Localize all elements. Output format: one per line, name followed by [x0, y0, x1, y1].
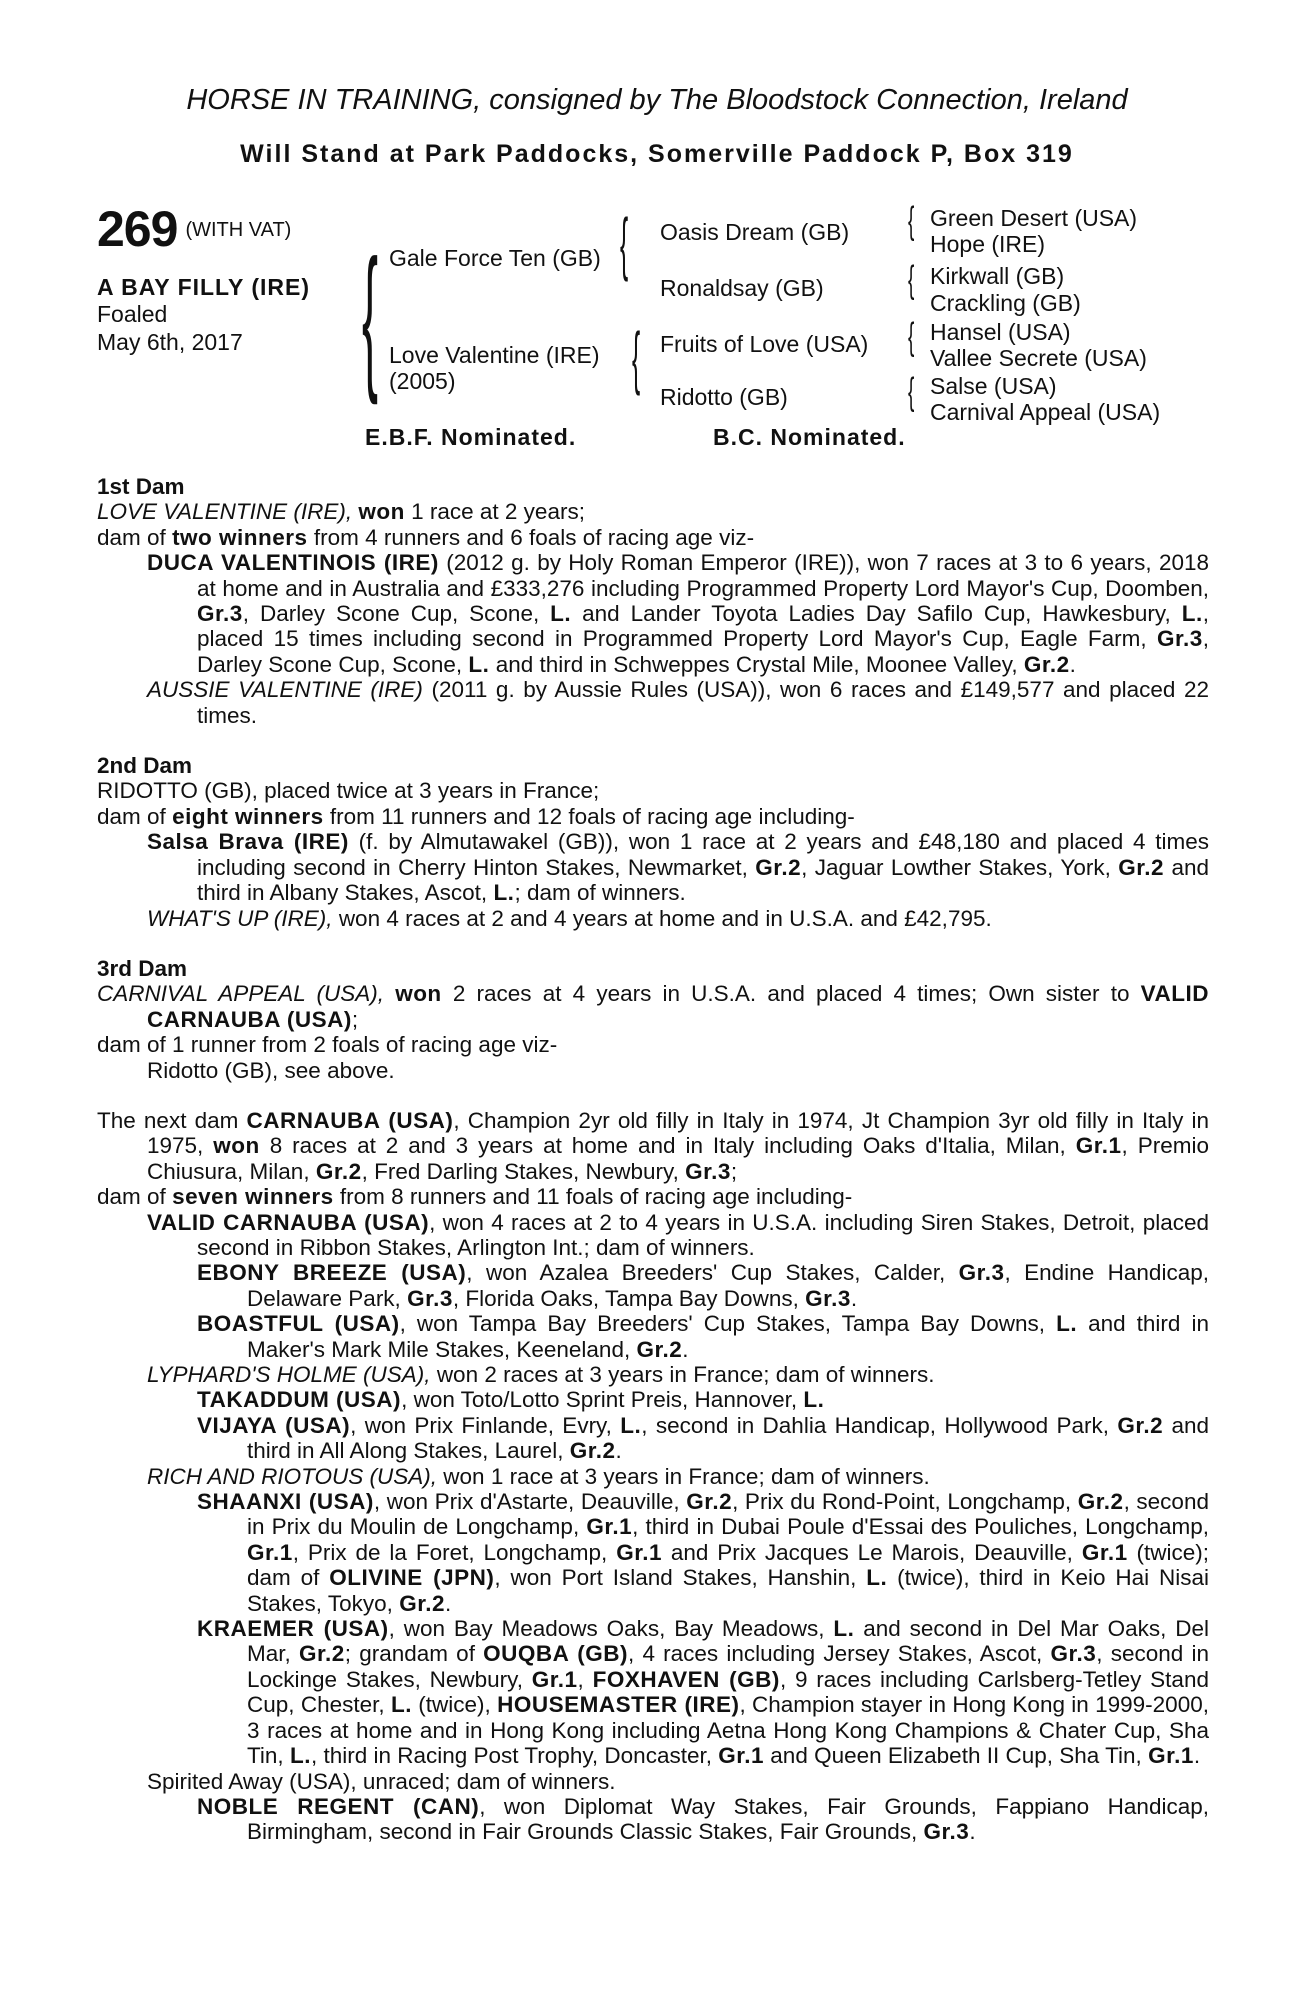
- lot-number-value: 269: [97, 201, 178, 257]
- text: and Lander Toyota Ladies Day Safilo Cup, Hawkesbury,: [582, 601, 1171, 627]
- pedigree-sire-dam: Ronaldsay (GB): [660, 275, 824, 301]
- grade: Gr.2: [399, 1590, 445, 1616]
- grade: Gr.2: [298, 1641, 345, 1667]
- text: and third in All Along Stakes, Laurel,: [247, 1412, 1209, 1464]
- grade: Gr.1: [616, 1539, 662, 1565]
- next-dam-produce: [97, 1184, 1209, 1209]
- pedigree-g7: Salse (USA): [930, 373, 1057, 399]
- won-label: won: [395, 981, 442, 1007]
- pedigree-g5: Hansel (USA): [930, 319, 1071, 345]
- third-dam-intro: [97, 981, 1209, 1032]
- text: , Premio Chiusura, Milan,: [147, 1133, 1209, 1184]
- pedigree-g1: Green Desert (USA): [930, 205, 1138, 231]
- pedigree-brace-g1: {: [908, 200, 915, 242]
- text: , third in Racing Post Trophy, Doncaster,: [310, 1743, 712, 1769]
- grade: Gr.3: [1050, 1641, 1097, 1667]
- produce-ebony-breeze: EBONY BREEZE (USA), won Azalea Breeders' Cup Stakes, Calder, Gr.3, Endine Handicap, Delaware Park, Gr.3, Florida Oaks, Tampa Bay Downs, Gr.3.: [197, 1260, 1209, 1311]
- text: ;: [730, 1158, 738, 1184]
- produce-vijaya: VIJAYA (USA), won Prix Finlande, Evry, L., second in Dahlia Handicap, Hollywood Park, Gr.2 and third in All Along Stakes, Laurel, Gr.2.: [197, 1412, 1209, 1464]
- pedigree-g2: Hope (IRE): [930, 231, 1046, 257]
- horse-name: VALID CARNAUBA (USA): [147, 981, 1209, 1032]
- text: , Darley Scone Cup, Scone,: [197, 626, 1209, 677]
- text: , second in Dahlia Handicap, Hollywood Park,: [641, 1412, 1109, 1438]
- grade: L.: [1181, 601, 1203, 627]
- horse-name: RICH AND RIOTOUS (USA),: [147, 1463, 438, 1489]
- text: , third in Dubai Poule d'Essai des Pouliches, Longchamp,: [632, 1514, 1209, 1540]
- grade: L.: [620, 1412, 642, 1438]
- pedigree-g6: Vallee Secrete (USA): [930, 345, 1147, 371]
- pedigree-dam-year: (2005): [389, 368, 456, 394]
- text: , Champion 2yr old filly in Italy in 1974, Jt Champion 3yr old filly in Italy in 1975,: [147, 1107, 1209, 1159]
- ebf-nominated: E.B.F. Nominated.: [365, 424, 577, 450]
- horse-name: OLIVINE (JPN): [329, 1565, 495, 1591]
- text: , Prix du Rond-Point, Longchamp,: [732, 1489, 1072, 1515]
- grade: Gr.2: [686, 1489, 733, 1515]
- text: (2011 g. by Aussie Rules (USA)), won 6 races and £149,577 and placed 22 times.: [197, 677, 1209, 728]
- produce-salsa-brava: [97, 829, 1209, 905]
- grade: Gr.1: [1148, 1743, 1194, 1769]
- pedigree-dam-dam: Ridotto (GB): [660, 384, 788, 410]
- text: dam of: [97, 524, 166, 550]
- text: dam of: [97, 1184, 166, 1210]
- horse-name: SHAANXI (USA): [197, 1489, 374, 1515]
- grade: Gr.1: [247, 1539, 293, 1565]
- horse-name: Salsa Brava (IRE): [147, 829, 349, 855]
- grade: Gr.2: [636, 1336, 683, 1362]
- text: from 4 runners and 6 foals of racing age viz-: [313, 524, 755, 550]
- grade: Gr.2: [1117, 1412, 1164, 1438]
- text: from 11 runners and 12 foals of racing age including-: [329, 803, 855, 829]
- grade: Gr.3: [958, 1260, 1005, 1286]
- horse-name: CARNAUBA (USA): [246, 1107, 454, 1133]
- won-label: won: [213, 1133, 260, 1159]
- text: .: [1069, 651, 1076, 677]
- grade: Gr.2: [569, 1438, 616, 1464]
- text: , won Prix d'Astarte, Deauville,: [373, 1489, 680, 1515]
- grade: Gr.1: [1081, 1539, 1128, 1565]
- first-dam-produce: [97, 525, 1209, 550]
- text: , Champion stayer in Hong Kong in 1999-2000, 3 races at home and in Hong Kong including Aetna Hong Kong Champions & Chater Cup, Sha Tin,: [247, 1692, 1209, 1769]
- grade: L.: [833, 1616, 855, 1642]
- text: ; grandam of: [344, 1641, 475, 1667]
- horse-name: VIJAYA (USA): [197, 1412, 351, 1438]
- third-dam-heading: 3rd Dam: [97, 955, 188, 981]
- text: dam of: [97, 803, 166, 829]
- grade: L.: [493, 880, 515, 906]
- text: and third in Albany Stakes, Ascot,: [197, 854, 1209, 906]
- horse-name: FOXHAVEN (GB): [592, 1666, 780, 1692]
- winners-count: eight winners: [172, 803, 324, 829]
- horse-name: TAKADDUM (USA): [197, 1387, 402, 1413]
- grade: Gr.1: [718, 1743, 765, 1769]
- pedigree-g4: Crackling (GB): [930, 290, 1081, 316]
- horse-name: NOBLE REGENT (CAN): [197, 1793, 480, 1819]
- second-dam-heading: 2nd Dam: [97, 753, 193, 779]
- text: , won Tampa Bay Breeders' Cup Stakes, Tampa Bay Downs,: [399, 1311, 1046, 1337]
- grade: Gr.3: [1156, 626, 1203, 652]
- pedigree-brace-g3: {: [908, 316, 915, 358]
- text: , Fred Darling Stakes, Newbury,: [361, 1158, 679, 1184]
- horse-name: DUCA VALENTINOIS (IRE): [147, 550, 439, 576]
- text: , won Bay Meadows Oaks, Bay Meadows,: [388, 1616, 825, 1642]
- winners-count: two winners: [172, 524, 308, 550]
- text: , won Azalea Breeders' Cup Stakes, Calder,: [466, 1260, 946, 1286]
- grade: L.: [1056, 1311, 1078, 1337]
- grade: Gr.3: [805, 1285, 851, 1311]
- text: ;: [351, 1006, 359, 1032]
- grade: L.: [803, 1387, 825, 1413]
- text: and Prix Jacques Le Marois, Deauville,: [670, 1539, 1073, 1565]
- grade: Gr.1: [586, 1514, 633, 1540]
- text: ,: [577, 1666, 584, 1692]
- text: 8 races at 2 and 3 years at home and in Italy including Oaks d'Italia, Milan,: [269, 1133, 1066, 1159]
- text: won 1 race at 3 years in France; dam of winners.: [443, 1463, 930, 1489]
- horse-name: EBONY BREEZE (USA): [197, 1260, 467, 1286]
- first-dam-heading: 1st Dam: [97, 474, 185, 499]
- horse-name: AUSSIE VALENTINE (IRE): [147, 677, 423, 703]
- lot-number: [97, 200, 291, 258]
- pedigree-sire: Gale Force Ten (GB): [389, 245, 601, 271]
- text: , Prix de la Foret, Longchamp,: [292, 1539, 608, 1565]
- lot-name: A BAY FILLY (IRE): [97, 274, 310, 300]
- grade: L.: [390, 1692, 412, 1718]
- horse-name: KRAEMER (USA): [197, 1616, 389, 1642]
- text: and second in Del Mar Oaks, Del Mar,: [247, 1616, 1210, 1667]
- pedigree-brace-main: {: [362, 226, 379, 405]
- text: , Darley Scone Cup, Scone,: [242, 601, 540, 627]
- grade: Gr.3: [407, 1285, 453, 1311]
- produce-takaddum: [97, 1387, 1209, 1412]
- produce-valid-carnauba: [97, 1210, 1209, 1261]
- grade: L.: [289, 1743, 311, 1769]
- produce-lyphards-holme: [97, 1362, 1209, 1387]
- first-dam-intro: [97, 499, 1209, 524]
- spacer: [97, 931, 1209, 956]
- foaled-date: May 6th, 2017: [97, 329, 243, 355]
- third-dam-produce: dam of 1 runner from 2 foals of racing age viz-: [97, 1032, 558, 1058]
- produce-boastful: BOASTFUL (USA), won Tampa Bay Breeders' Cup Stakes, Tampa Bay Downs, L. and third in Maker's Mark Mile Stakes, Keeneland, Gr.2.: [197, 1311, 1209, 1362]
- horse-name: LYPHARD'S HOLME (USA),: [147, 1362, 431, 1387]
- horse-name: OUQBA (GB): [483, 1641, 628, 1667]
- produce-rich-and-riotous: [97, 1464, 1209, 1489]
- horse-name: HOUSEMASTER (IRE): [497, 1692, 740, 1718]
- text: (twice), third in Keio Hai Nisai Stakes, Tokyo,: [247, 1565, 1209, 1616]
- text: and third in Schweppes Crystal Mile, Moonee Valley,: [495, 651, 1018, 677]
- grade: Gr.3: [923, 1819, 970, 1845]
- text: , won 4 races at 2 to 4 years in U.S.A. including Siren Stakes, Detroit, placed second in Ribbon Stakes, Arlington Int.; dam of winners.: [197, 1209, 1209, 1260]
- grade: Gr.3: [197, 601, 243, 627]
- next-dam-intro: [97, 1108, 1209, 1184]
- text: ; dam of winners.: [514, 880, 686, 906]
- text: (f. by Almutawakel (GB)), won 1 race at 2 years and £48,180 and placed 4 times including second in Cherry Hinton Stakes, Newmarket,: [197, 829, 1209, 880]
- pedigree-sire-sire: Oasis Dream (GB): [660, 219, 850, 245]
- text: 2 races at 4 years in U.S.A. and placed 4 times; Own sister to: [452, 981, 1130, 1007]
- text: and Queen Elizabeth II Cup, Sha Tin,: [770, 1743, 1142, 1769]
- text: , won Port Island Stakes, Hanshin,: [494, 1565, 857, 1591]
- grade: Gr.2: [1023, 651, 1070, 677]
- page-title: HORSE IN TRAINING, consigned by The Bloodstock Connection, Ireland: [186, 84, 1128, 116]
- grade: Gr.2: [755, 854, 802, 880]
- dam-history: [97, 474, 1209, 1845]
- produce-shaanxi: SHAANXI (USA), won Prix d'Astarte, Deauville, Gr.2, Prix du Rond-Point, Longchamp, Gr.2, second in Prix du Moulin de Longchamp, Gr.1, third in Dubai Poule d'Essai des Pouliches, Longchamp, Gr.1, Prix de la Foret, Longchamp, Gr.1 and Prix Jacques Le Marois, Deauville, Gr.1 (twice); dam of OLIVINE (JPN), won Port Island Stakes, Hanshin, L. (twice), third in Keio Hai Nisai Stakes, Tokyo, Gr.2.: [197, 1489, 1209, 1616]
- vat-label: (WITH VAT): [185, 219, 292, 241]
- grade: Gr.1: [1075, 1133, 1122, 1159]
- text: , 9 races including Carlsberg-Tetley Stand Cup, Chester,: [247, 1666, 1209, 1718]
- dam-text: 1 race at 2 years;: [411, 499, 585, 525]
- text: , second in Prix du Moulin de Longchamp,: [247, 1489, 1209, 1540]
- text: , won Toto/Lotto Sprint Preis, Hannover,: [401, 1387, 798, 1413]
- dam-name: CARNIVAL APPEAL (USA),: [97, 981, 385, 1007]
- produce-whats-up: [97, 906, 1209, 931]
- grade: L.: [866, 1565, 888, 1591]
- horse-name: VALID CARNAUBA (USA): [147, 1209, 430, 1235]
- grade: Gr.2: [1077, 1489, 1124, 1515]
- pedigree-g3: Kirkwall (GB): [930, 263, 1065, 289]
- text: , won Diplomat Way Stakes, Fair Grounds, Fappiano Handicap, Birmingham, second in Fair Grounds Classic Stakes, Fair Grounds,: [247, 1793, 1209, 1845]
- grade: L.: [550, 601, 572, 627]
- text: (2012 g. by Holy Roman Emperor (IRE)), won 7 races at 3 to 6 years, 2018 at home and in Australia and £333,276 including Programmed Property Lord Mayor's Cup, Doomben,: [197, 550, 1209, 601]
- spacer: [97, 728, 1209, 753]
- pedigree-dam-sire: Fruits of Love (USA): [660, 331, 869, 357]
- produce-aussie-valentine: [97, 677, 1209, 728]
- pedigree-g8: Carnival Appeal (USA): [930, 399, 1161, 425]
- second-dam-intro: RIDOTTO (GB), placed twice at 3 years in France;: [97, 778, 600, 804]
- pedigree-brace-sire: {: [620, 204, 629, 282]
- pedigree-brace-dam: {: [632, 318, 641, 396]
- text: from 8 runners and 11 foals of racing age including-: [339, 1184, 853, 1210]
- second-dam-produce: [97, 804, 1209, 829]
- text: and third in Maker's Mark Mile Stakes, Keeneland,: [247, 1311, 1209, 1362]
- text: , second in Lockinge Stakes, Newbury,: [247, 1641, 1209, 1692]
- won-label: won: [358, 499, 405, 525]
- produce-kraemer: KRAEMER (USA), won Bay Meadows Oaks, Bay Meadows, L. and second in Del Mar Oaks, Del Mar, Gr.2; grandam of OUQBA (GB), 4 races including Jersey Stakes, Ascot, Gr.3, second in Lockinge Stakes, Newbury, Gr.1, FOXHAVEN (GB), 9 races including Carlsberg-Tetley Stand Cup, Chester, L. (twice), HOUSEMASTER (IRE), Champion stayer in Hong Kong in 1999-2000, 3 races at home and in Hong Kong including Aetna Hong Kong Champions & Chater Cup, Sha Tin, L., third in Racing Post Trophy, Doncaster, Gr.1 and Queen Elizabeth II Cup, Sha Tin, Gr.1.: [197, 1616, 1210, 1769]
- horse-name: WHAT'S UP (IRE),: [147, 905, 333, 931]
- text: The next dam: [97, 1107, 239, 1133]
- winners-count: seven winners: [172, 1184, 334, 1210]
- text: (twice); dam of: [247, 1539, 1209, 1591]
- foaled-label: Foaled: [97, 301, 168, 327]
- text: , 4 races including Jersey Stakes, Ascot,: [628, 1641, 1043, 1667]
- produce-spirited-away: Spirited Away (USA), unraced; dam of winners.: [147, 1768, 616, 1794]
- page-subtitle: Will Stand at Park Paddocks, Somerville Paddock P, Box 319: [240, 140, 1074, 168]
- text: , placed 15 times including second in Programmed Property Lord Mayor's Cup, Eagle Farm,: [197, 601, 1209, 652]
- text: won 4 races at 2 and 4 years at home and in U.S.A. and £42,795.: [338, 905, 992, 931]
- horse-name: BOASTFUL (USA): [197, 1311, 400, 1337]
- pedigree-brace-g4: {: [908, 371, 915, 413]
- text: (twice),: [418, 1692, 491, 1718]
- grade: Gr.3: [685, 1158, 731, 1184]
- dam-name: LOVE VALENTINE (IRE),: [97, 499, 353, 525]
- produce-duca-valentinois: [97, 550, 1209, 677]
- text: won 2 races at 3 years in France; dam of winners.: [436, 1362, 935, 1387]
- text: , Endine Handicap, Delaware Park,: [247, 1260, 1209, 1311]
- grade: L.: [468, 651, 490, 677]
- grade: Gr.2: [315, 1158, 362, 1184]
- pedigree-dam: Love Valentine (IRE): [389, 342, 600, 368]
- produce-noble-regent: NOBLE REGENT (CAN), won Diplomat Way Stakes, Fair Grounds, Fappiano Handicap, Birmingham, second in Fair Grounds Classic Stakes, Fair Grounds, Gr.3.: [197, 1793, 1209, 1845]
- pedigree-brace-g2: {: [908, 259, 915, 301]
- bc-nominated: B.C. Nominated.: [713, 424, 906, 450]
- produce-ridotto: Ridotto (GB), see above.: [147, 1057, 395, 1083]
- grade: Gr.2: [1118, 854, 1165, 880]
- grade: Gr.1: [531, 1666, 578, 1692]
- text: , Jaguar Lowther Stakes, York,: [801, 854, 1111, 880]
- text: , Florida Oaks, Tampa Bay Downs,: [452, 1285, 799, 1311]
- spacer: [97, 1083, 1209, 1108]
- text: , won Prix Finlande, Evry,: [350, 1412, 612, 1438]
